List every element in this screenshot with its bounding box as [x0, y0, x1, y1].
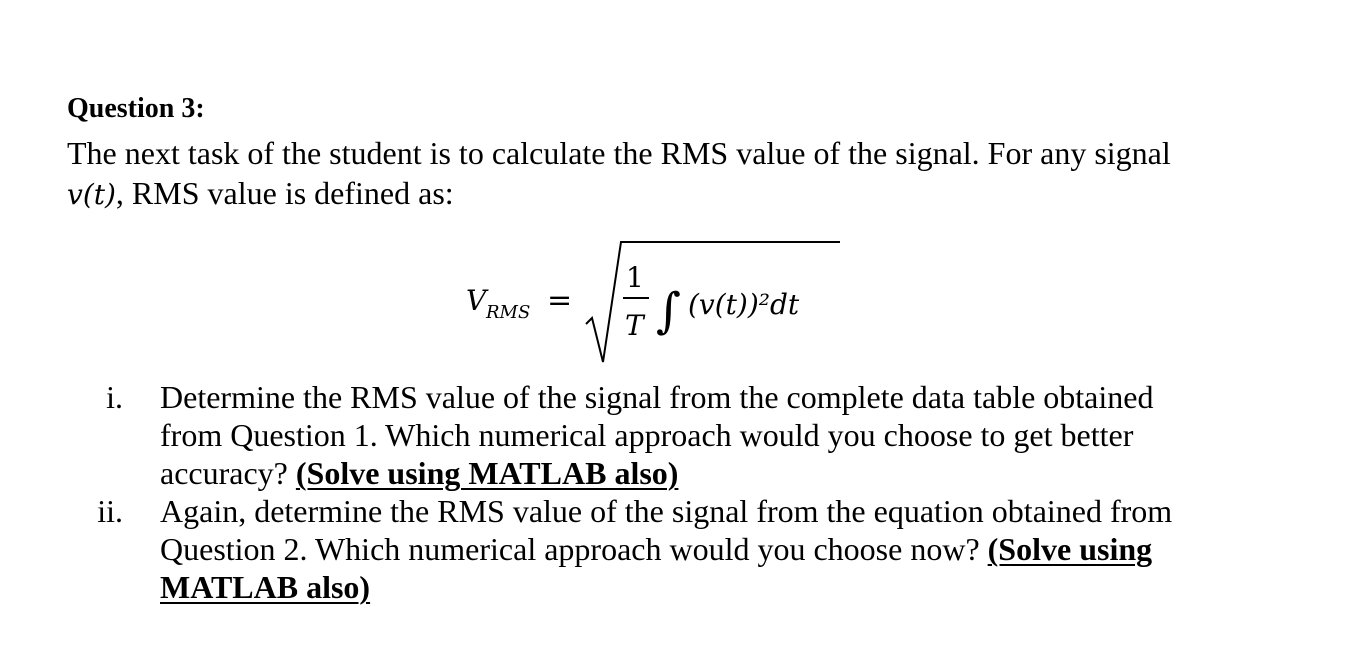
intro-line-2-text: , RMS value is defined as:	[115, 175, 454, 211]
formula-lhs-symbol: V	[466, 284, 487, 317]
integral-sign: ∫	[656, 283, 682, 339]
intro-line-2	[67, 173, 1297, 215]
signal-symbol: v(t)	[67, 178, 116, 211]
list-item-line: from Question 1. Which numerical approach would you choose to get better	[160, 417, 1134, 453]
list-item	[67, 492, 1307, 606]
rms-formula-graphic	[466, 232, 866, 362]
intro-paragraph	[67, 133, 1297, 215]
matlab-instruction: (Solve using	[987, 531, 1153, 567]
matlab-instruction: MATLAB also)	[160, 569, 371, 605]
list-item	[67, 378, 1307, 492]
list-item-line: Determine the RMS value of the signal from the complete data table obtained	[160, 379, 1154, 415]
matlab-instruction: (Solve using MATLAB also)	[295, 455, 679, 491]
formula-lhs-subscript: RMS	[486, 302, 531, 323]
list-item-marker: i.	[106, 379, 123, 415]
list-item-line	[160, 454, 1307, 492]
sub-questions-list	[67, 378, 1307, 606]
list-item-line: Again, determine the RMS value of the signal from the equation obtained from	[160, 493, 1173, 529]
list-item-line	[160, 530, 1307, 568]
fraction-numerator: 1	[626, 261, 644, 294]
list-item-text: Question 2. Which numerical approach would you choose now?	[160, 531, 988, 567]
list-item-text: accuracy?	[160, 455, 296, 491]
list-item-line	[160, 568, 1307, 606]
integrand: (v(t))²dt	[688, 288, 800, 321]
fraction-denominator: T	[625, 309, 644, 342]
rms-formula	[466, 232, 866, 362]
formula-equals: =	[547, 283, 573, 318]
question-heading: Question 3:	[67, 93, 205, 124]
list-item-marker: ii.	[97, 493, 123, 529]
intro-line-1: The next task of the student is to calculate the RMS value of the signal. For any signal	[67, 135, 1171, 171]
